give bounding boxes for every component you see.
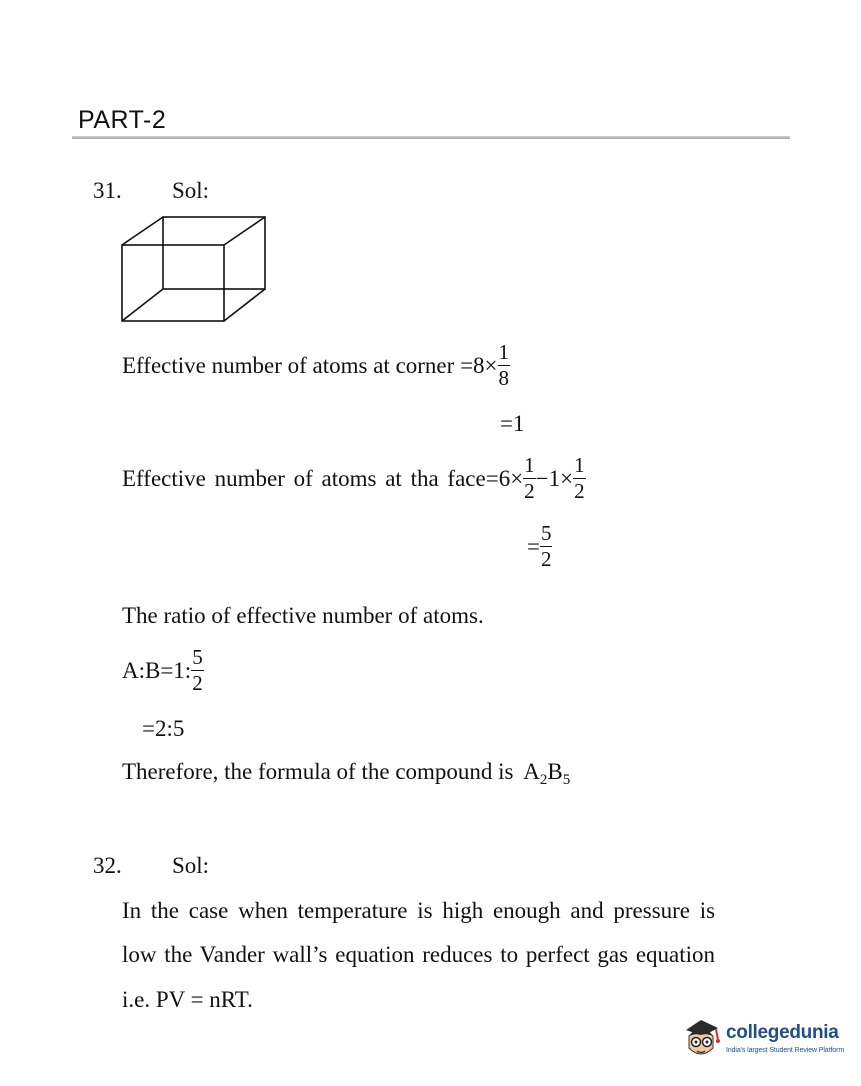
- fraction-numerator: 1: [524, 453, 535, 477]
- part-heading: PART-2: [78, 106, 167, 134]
- face-atoms-equation: [122, 455, 586, 502]
- fraction-numerator: 5: [192, 645, 203, 669]
- fraction-denominator: 2: [574, 479, 585, 503]
- corner-atoms-label: Effective number of atoms at corner: [122, 353, 455, 378]
- brand-tagline: India's largest Student Review Platform: [726, 1047, 845, 1054]
- cube-edge: [224, 289, 265, 321]
- ratio-intro: The ratio of effective number of atoms.: [122, 603, 484, 628]
- fraction-one-half-b: [573, 455, 586, 502]
- ratio-equation: [122, 647, 204, 694]
- equals-sign: =: [485, 466, 499, 491]
- question-number-32: 32.: [93, 853, 122, 878]
- fraction-denominator: 2: [540, 547, 552, 571]
- cube-edge: [122, 217, 163, 245]
- face-coefficient-2: 1: [548, 466, 561, 491]
- fraction-five-halves: [191, 647, 204, 694]
- fraction-numerator: 5: [540, 521, 552, 545]
- fraction-denominator: 8: [498, 366, 510, 390]
- formula-subscript-b: 5: [562, 772, 571, 788]
- cube-diagram: [118, 212, 270, 326]
- face-coefficient-1: 6: [498, 466, 511, 491]
- times-sign: ×: [560, 466, 574, 491]
- corner-coefficient: 8: [473, 353, 485, 378]
- conclusion-line: [122, 759, 571, 788]
- compound-formula: [523, 759, 571, 788]
- q32-line-1: In the case when temperature is high enough and pressure is: [122, 898, 716, 923]
- face-atoms-result: [527, 523, 552, 570]
- fraction-denominator: 2: [192, 671, 203, 695]
- times-sign: ×: [510, 466, 524, 491]
- solution-label-32: Sol:: [172, 853, 210, 878]
- equals-sign: =: [527, 534, 540, 559]
- formula-element-b: B: [547, 759, 563, 784]
- solution-label-31: Sol:: [172, 178, 210, 203]
- ratio-expression: A:B=1:: [122, 658, 192, 683]
- minus-sign: −: [535, 466, 549, 491]
- q32-line-3: i.e. PV = nRT.: [122, 987, 253, 1012]
- formula-element-a: A: [523, 759, 540, 784]
- corner-atoms-result: =1: [500, 411, 525, 436]
- fraction-one-eighth: [498, 342, 511, 389]
- fraction-one-half-a: [523, 455, 536, 502]
- corner-atoms-equation: [122, 342, 510, 389]
- question-number-31: 31.: [93, 178, 122, 203]
- formula-subscript-a: 2: [539, 772, 548, 788]
- fraction-five-halves: [540, 523, 553, 570]
- equals-sign: =: [460, 353, 474, 378]
- fraction-denominator: 2: [524, 479, 535, 503]
- brand-name: collegedunia: [726, 1022, 839, 1043]
- cube-edge: [224, 217, 265, 245]
- header-divider: [72, 136, 790, 139]
- cube-edge: [122, 289, 163, 321]
- conclusion-text: Therefore, the formula of the compound is: [122, 759, 514, 784]
- ratio-result: =2:5: [142, 716, 185, 741]
- collegedunia-logo: [678, 1014, 853, 1074]
- times-sign: ×: [484, 353, 498, 378]
- face-atoms-label: Effective number of atoms at tha face: [122, 466, 486, 491]
- mascot-icon: [678, 1014, 724, 1072]
- fraction-numerator: 1: [498, 340, 510, 364]
- fraction-numerator: 1: [574, 453, 585, 477]
- q32-line-2: low the Vander wall’s equation reduces to perfect gas equation: [122, 942, 716, 967]
